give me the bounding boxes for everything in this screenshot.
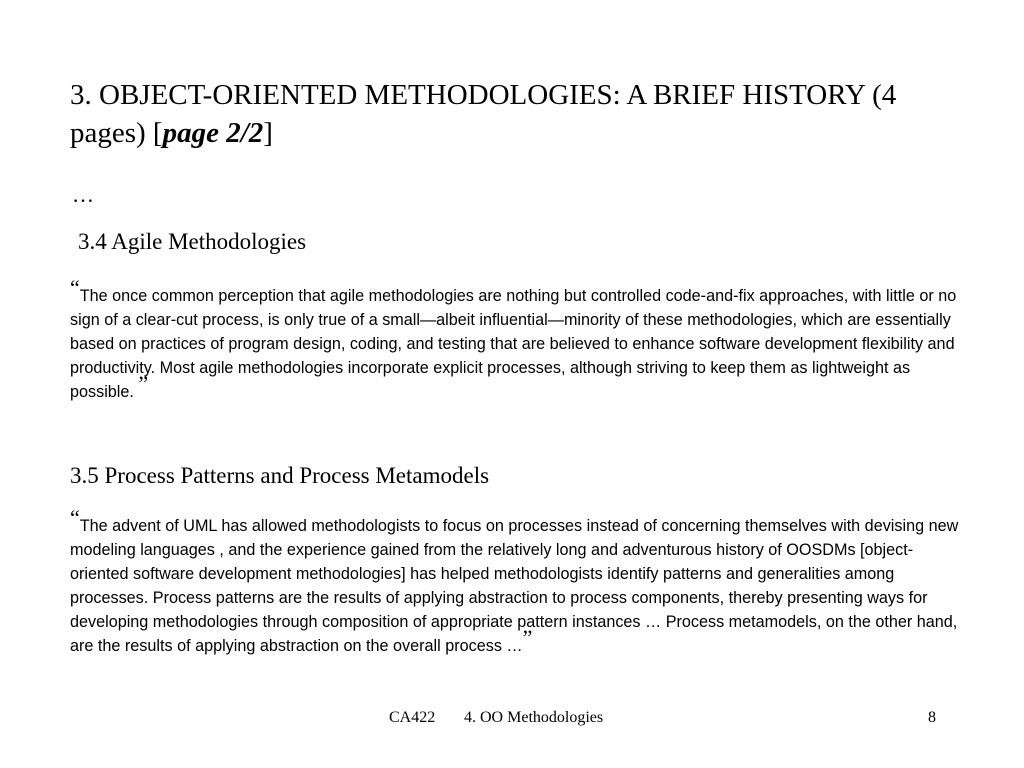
footer-course: CA422 bbox=[389, 709, 436, 726]
section-heading-agile: 3.4 Agile Methodologies bbox=[78, 229, 307, 254]
close-quote-mark: ” bbox=[522, 625, 533, 650]
slide-title-text: 3. OBJECT-ORIENTED METHODOLOGIES: A BRIEF HISTORY (4 pages) [ bbox=[70, 79, 897, 149]
footer-page-number: 8 bbox=[928, 709, 936, 726]
section-heading-process-patterns: 3.5 Process Patterns and Process Metamodels bbox=[70, 463, 490, 488]
quote-agile-text: The once common perception that agile methodologies are nothing but controlled code-and-fix approaches, with little or no sign of a clear-cut process, is only true of a small—albeit influential—minority of these methodologies, which are essentially based on practices of program design, coding, and testing that are believed to enhance software development flexibility and productivity. Most agile methodologies incorporate explicit processes, although striving to keep them as lightweight as possible. bbox=[70, 287, 957, 401]
slide-title bbox=[70, 76, 970, 152]
open-quote-mark: “ bbox=[70, 275, 80, 300]
ellipsis: … bbox=[72, 182, 94, 207]
open-quote-mark: “ bbox=[70, 505, 80, 530]
quote-agile bbox=[70, 275, 962, 404]
close-quote-mark: ” bbox=[138, 371, 149, 396]
footer-topic: 4. OO Methodologies bbox=[464, 709, 604, 726]
page-reference: page 2/2 bbox=[162, 117, 264, 149]
quote-process-patterns-text: The advent of UML has allowed methodologists to focus on processes instead of concerning themselves with devising new modeling languages , and the experience gained from the relatively long and adventurous history of OOSDMs [object-oriented software development methodologies] has helped methodologists identify patterns and generalities among processes. Process patterns are the results of applying abstraction to process components, thereby presenting ways for developing methodologies through composition of appropriate pattern instances … Process metamodels, on the other hand, are the results of applying abstraction on the overall process … bbox=[70, 517, 959, 655]
quote-process-patterns bbox=[70, 505, 962, 658]
slide-title-close-bracket: ] bbox=[263, 117, 273, 149]
